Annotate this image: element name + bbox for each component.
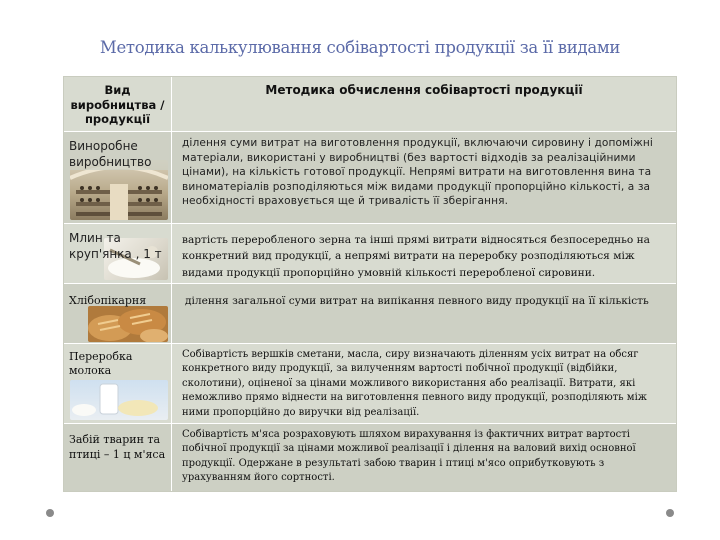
row-method-cell — [172, 224, 676, 283]
row-type-label: Забій тварин та птиці – 1 ц м'яса — [69, 433, 166, 461]
row-method-cell — [172, 132, 676, 223]
table-row — [64, 283, 676, 343]
row-method-text: Собівартість вершків сметани, масла, сиру визначають діленням усіх витрат на обсяг конкретного виду продукції, за вилученням вартості побічної продукції (відбійки, сколотини), оціненої за цінами можливого використання або реалізації. Витрати, які неможливо прямо віднести на виготовлення певного виду продукції, розподіляють між ними пропорційно до виручки від реалізації. — [182, 349, 647, 418]
row-type-label: Млин та круп'янка , 1 т — [69, 231, 162, 261]
table-row — [64, 223, 676, 283]
header-type-label: Вид виробництва / продукції — [70, 83, 165, 126]
row-method-cell — [172, 424, 676, 491]
row-method-cell — [172, 344, 676, 423]
costing-methods-table — [63, 76, 677, 492]
row-method-text: вартість переробленого зерна та інші прямі витрати відносяться безпосередньо на конкретний вид продукції, а непрямі витрати на переробку розподіляються між видами продукції пропорційно умовній кількості переробленої сировини. — [182, 234, 650, 279]
row-type-cell — [64, 424, 172, 491]
page-title: Методика калькулювання собівартості продукції за її видами — [99, 38, 621, 57]
row-type-label: Виноробне виробництво — [69, 138, 169, 170]
row-type-label: Хлібопікарня — [69, 294, 147, 307]
decor-dot — [666, 509, 674, 517]
row-type-cell — [64, 344, 172, 423]
dairy-image — [70, 380, 168, 420]
row-method-text: Собівартість м'яса розраховують шляхом вирахування із фактичних витрат вартості побічної продукції за цінами можливої реалізації і ділення на валовий вихід основної продукції. Одержане в результаті забою тварин і птиці м'ясо оприбутковують з урахуванням його сортності. — [182, 429, 636, 484]
decor-dot — [46, 509, 54, 517]
row-method-text: ділення суми витрат на виготовлення продукції, включаючи сировину і допоміжні матеріали, використані у виробництві (без вартості відходів за реалізаційними цінами), на кількість готової продукції. Непрямі витрати на виготовлення вина та виноматеріалів розподіляються між видами продукції пропорційно кількості, а за необхідності враховується ще й тривалість її зберігання. — [182, 137, 653, 208]
row-method-cell — [172, 284, 676, 343]
table-row — [64, 343, 676, 423]
row-type-cell — [64, 224, 172, 283]
row-type-cell — [64, 284, 172, 343]
table-row — [64, 131, 676, 223]
row-method-text: ділення загальної суми витрат на випікання певного виду продукції на її кількість — [185, 295, 649, 307]
row-type-cell — [64, 132, 172, 223]
header-method-label: Методика обчислення собівартості продукції — [265, 83, 583, 97]
bread-image — [88, 306, 168, 342]
row-type-label: Переробка молока — [69, 350, 133, 377]
table-row — [64, 423, 676, 491]
